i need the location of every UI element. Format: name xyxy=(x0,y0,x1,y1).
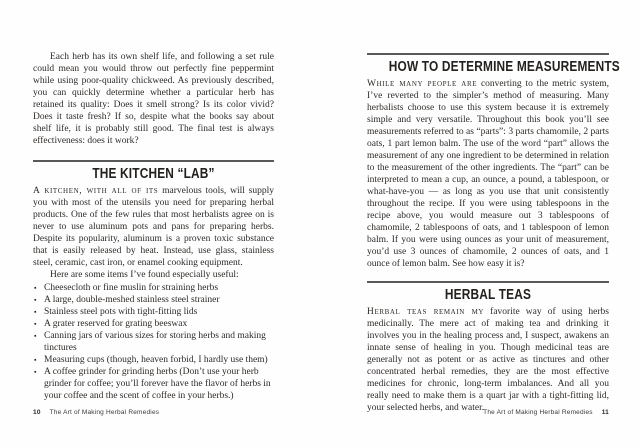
section-divider-rule xyxy=(33,160,274,162)
kitchen-lead-smallcaps: A kitchen, with all of its xyxy=(33,186,159,196)
herbal-teas-paragraph xyxy=(367,306,609,414)
section-heading-kitchen-lab: THE KITCHEN “LAB” xyxy=(92,166,215,182)
intro-paragraph: Each herb has its own shelf life, and following a set rule could mean you would throw out perfectly fine peppermint while using poor-quality chickweed. As previously described, you can quickly determine whether a particular herb has retained its quality: Does it smell strong? Is its color vivid? Does it taste fresh? If so, despite what the books say about shelf life, it is probably still good. The final test is always effectiveness: does it work? xyxy=(33,52,274,146)
right-page-number: 11 xyxy=(601,409,609,416)
bullet-item: ▪ A large, double-meshed stainless steel strainer xyxy=(33,294,274,306)
measurements-body: converting to the metric system, I’ve reverted to the simpler’s method of measuring. Many herbalists choose to use this system because it is extremely simple and very versatile. Throughout this book you’ll see measurements referred to as “parts”: 3 parts chamomile, 2 parts oats, 1 part lemon balm. The use of the word “part” allows the measurement of any one ingredient to be determined in relation to the measurement of the other ingredients. The “part” can be interpreted to mean a cup, an ounce, a pound, a tablespoon, or what-have-you — as long as you use that unit consistently throughout the recipe. If you were using tablespoons in the recipe above, you would measure out 3 tablespoons of chamomile, 2 tablespoons of oats, and 1 tablespoon of lemon balm. If you were using ounces as your unit of measurement, you’d use 3 ounces of chamomile, 2 ounces of oats, and 1 ounce of lemon balm. See how easy it is? xyxy=(367,79,610,269)
herbal-teas-lead-smallcaps: Herbal teas remain my xyxy=(367,307,485,317)
section-heading-measurements: HOW TO DETERMINE MEASUREMENTS xyxy=(388,59,620,75)
left-page-footer xyxy=(33,409,159,416)
bullet-item: ▪ Cheesecloth or fine muslin for straining herbs xyxy=(33,282,274,294)
bullet-item: ▪ A grater reserved for grating beeswax xyxy=(33,318,274,330)
measurements-paragraph xyxy=(367,78,609,270)
section-divider-rule xyxy=(367,281,609,283)
items-intro-paragraph: Here are some items I’ve found especially useful: xyxy=(50,270,239,280)
kitchen-lead-paragraph xyxy=(33,185,274,269)
useful-items-bullet-list xyxy=(33,282,274,402)
bullet-item: ▪ A coffee grinder for grinding herbs (Don’t use your herb grinder for coffee; you’ll forever have the flavor of herbs in your coffee and the scent of coffee in your herbs.) xyxy=(33,366,274,402)
bullet-item: ▪ Measuring cups (though, heaven forbid, I hardly use them) xyxy=(33,354,274,366)
section-divider-rule xyxy=(367,53,609,55)
herbal-teas-body: favorite way of using herbs medicinally. The mere act of making tea and drinking it involves you in the healing process and, I suspect, awakens an innate sense of healing in you. Though medicinal teas are generally not as potent or as active as tinctures and other concentrated herbal remedies, they are the most effective medicines for chronic, long-term imbalances. And all you really need to make them is a quart jar with a tight-fitting lid, your selected herbs, and water. xyxy=(367,307,609,413)
bullet-item: ▪ Stainless steel pots with tight-fitting lids xyxy=(33,306,274,318)
section-heading-herbal-teas: HERBAL TEAS xyxy=(444,287,532,303)
measurements-lead-smallcaps: While many people are xyxy=(367,79,478,89)
right-page-column xyxy=(367,46,620,414)
kitchen-lead-body: marvelous tools, will supply you with most of the utensils you need for preparing herbal products. One of the few rules that most herbalists agree on is never to use aluminum pots and pans for preparing herbs. Despite its popularity, aluminum is a proven toxic substance that is easily released by heat. Instead, use glass, stainless steel, ceramic, cast iron, or enamel cooking equipment. xyxy=(33,186,274,268)
left-page-number: 10 xyxy=(33,409,41,416)
left-running-title: The Art of Making Herbal Remedies xyxy=(49,409,160,416)
left-page-column xyxy=(33,51,274,402)
right-running-title: The Art of Making Herbal Remedies xyxy=(483,409,593,416)
bullet-item: ▪ Canning jars of various sizes for storing herbs and making tinctures xyxy=(33,330,274,354)
right-page-footer xyxy=(483,409,609,416)
